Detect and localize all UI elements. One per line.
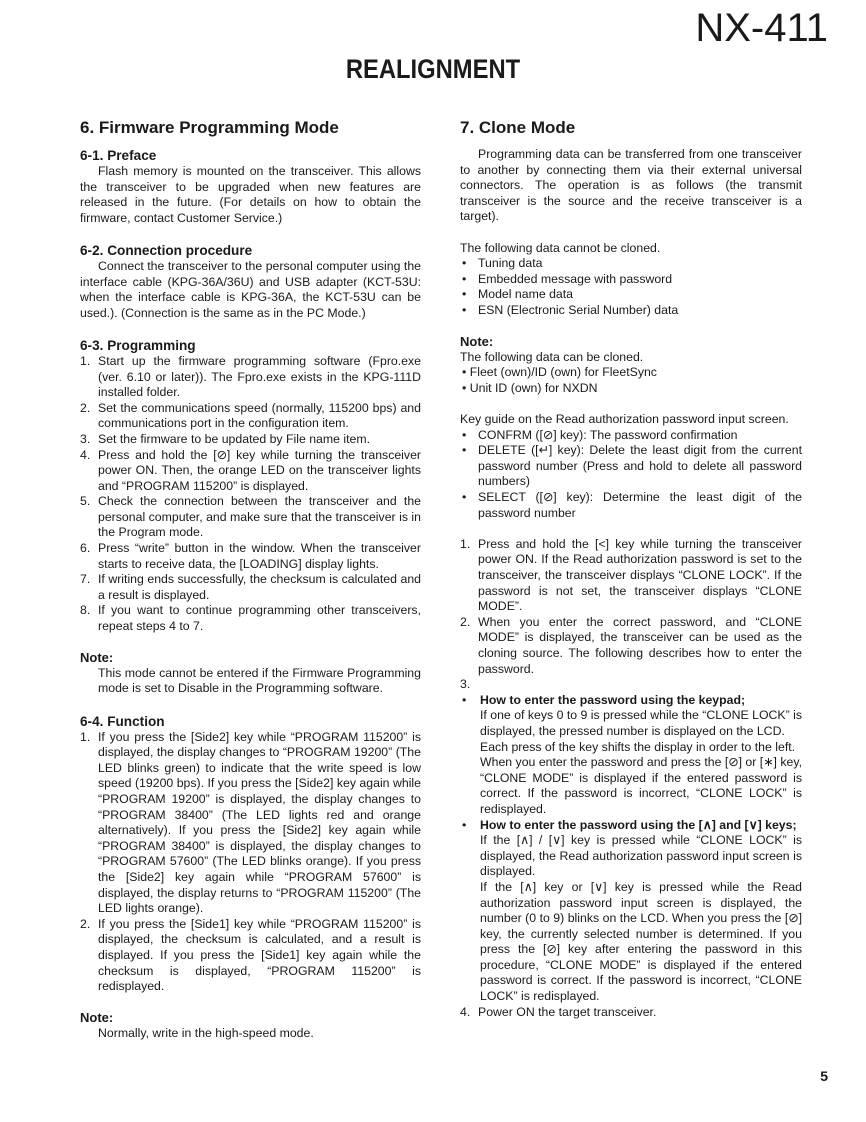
arrow-method-title: How to enter the password using the [∧] and [∨] keys; xyxy=(480,817,797,832)
list-item: • CONFRM ([⊘] key): The password confirmation xyxy=(462,427,738,442)
list-item: 2. If you press the [Side1] key while “PROGRAM 115200” is displayed, the checksum is calculated, and a result is displayed. If you press the [Side1] key again while the checksum is displayed, “PROGRAM 115200” is redisplayed. xyxy=(80,916,421,994)
note-label: Note: xyxy=(80,1010,114,1026)
section-7-heading: 7. Clone Mode xyxy=(460,118,576,137)
list-item: • Fleet (own)/ID (own) for FleetSync xyxy=(462,365,657,380)
note-label: Note: xyxy=(80,650,114,666)
list-item: 6. Press “write” button in the window. When the transceiver starts to receive data, the [LOADING] display lights. xyxy=(80,541,421,571)
keypad-text-1: If one of keys 0 to 9 is pressed while the “CLONE LOCK” is displayed, the pressed number is displayed on the LCD. xyxy=(480,708,802,738)
list-item: • Unit ID (own) for NXDN xyxy=(462,380,598,395)
page-number: 5 xyxy=(820,1068,828,1084)
section-6-4-heading: 6-4. Function xyxy=(80,713,165,729)
clone-steps xyxy=(460,537,802,677)
clone-intro: Programming data can be transferred from one transceiver to another by connecting them via their external universal connectors. The operation is as follows (the transmit transceiver is the source and the receive transceiver is a target). xyxy=(460,147,802,224)
keypad-method-title: How to enter the password using the keypad; xyxy=(480,692,746,707)
keypad-method: • How to enter the password using the keypad; xyxy=(462,692,746,707)
page-title: REALIGNMENT xyxy=(345,54,521,84)
list-item: • SELECT ([⊘] key): Determine the least digit of the password number xyxy=(462,490,802,520)
list-item: 1. If you press the [Side2] key while “PROGRAM 115200” is displayed, the display changes to “PROGRAM 19200” (The LED blinks green) to indicate that the write speed is low speed (19200 bps). If you press the [Side2] key again while “PROGRAM 19200” is displayed, the display changes to “PROGRAM 38400” (The LED lights red and orange alternatively). If you press the [Side2] key again while “PROGRAM 38400” is displayed, the display changes to “PROGRAM 57600” (The LED blinks orange). If you press the [Side2] key again while “PROGRAM 57600” is displayed, the display returns to “PROGRAM 115200” (The LED lights orange). xyxy=(80,729,421,916)
key-guide-list xyxy=(460,428,802,522)
left-column xyxy=(80,118,421,1041)
not-cloned-lead: The following data cannot be cloned. xyxy=(460,240,661,255)
list-item: 2. When you enter the correct password, and “CLONE MODE” is displayed, the transceiver can be used as the cloning source. The following describes how to enter the password. xyxy=(460,614,802,676)
arrow-text-1: If the [∧] / [∨] key is pressed while “CLONE LOCK” is displayed, the Read authorization password input screen is displayed. xyxy=(480,833,802,879)
list-item: 4. Power ON the target transceiver. xyxy=(460,1004,657,1019)
list-item: • ESN (Electronic Serial Number) data xyxy=(462,302,679,317)
right-column xyxy=(460,118,802,1020)
arrow-text-2: If the [∧] key or [∨] key is pressed while the Read authorization password input screen is displayed, the number (0 to 9) blinks on the LCD. When you press the [⊘] key, the currently selected number is determined. If you press the [⊘] key after entering the password in this procedure, “CLONE MODE” is displayed if the entered password is correct. If the password is incorrect, “CLONE LOCK” is redisplayed. xyxy=(480,879,802,1004)
not-cloned-list xyxy=(460,256,802,318)
cloned-list xyxy=(460,365,802,396)
list-item: 1. Press and hold the [<] key while turning the transceiver power ON. If the Read authorization password is set to the transceiver, the transceiver displays “CLONE LOCK”. If the password is not set, the transceiver displays “CLONE MODE”. xyxy=(460,536,802,614)
arrow-method: • How to enter the password using the [∧] and [∨] keys; xyxy=(462,817,797,832)
section-6-heading: 6. Firmware Programming Mode xyxy=(80,118,339,137)
key-guide-lead: Key guide on the Read authorization password input screen. xyxy=(460,412,789,427)
list-item: • Embedded message with password xyxy=(462,271,673,286)
list-item: • Tuning data xyxy=(462,256,543,271)
note-text: Normally, write in the high-speed mode. xyxy=(98,1025,314,1040)
section-6-1-heading: 6-1. Preface xyxy=(80,148,157,163)
programming-steps xyxy=(80,354,421,635)
list-item: 5. Check the connection between the transceiver and the personal computer, and make sure that the transceiver is in the Program mode. xyxy=(80,494,421,540)
section-6-3-heading: 6-3. Programming xyxy=(80,337,196,353)
function-steps xyxy=(80,730,421,995)
cloned-lead: The following data can be cloned. xyxy=(460,349,644,364)
section-6-2-text: Connect the transceiver to the personal computer using the interface cable (KPG-36A/36U) and USB adapter (KCT-53U: when the interface cable is KPG-36A, the KCT-53U can be used.). (Connection is the same as in the PC Mode.) xyxy=(80,258,421,320)
list-item: 7. If writing ends successfully, the checksum is calculated and a result is displayed. xyxy=(80,572,421,602)
list-item: 2. Set the communications speed (normally, 115200 bps) and communications port in the configuration item. xyxy=(80,400,421,431)
list-item: 3. Set the firmware to be updated by File name item. xyxy=(80,431,371,446)
list-item: 1. Start up the firmware programming software (Fpro.exe (ver. 6.10 or later)). The Fpro.exe exists in the KPG-111D installed folder. xyxy=(80,353,421,400)
model-number: NX-411 xyxy=(695,6,828,50)
keypad-text-3: When you enter the password and press the [⊘] or [∗] key, “CLONE MODE” is displayed if the entered password is correct. If the password is incorrect, “CLONE LOCK” is redisplayed. xyxy=(480,755,802,816)
clone-steps-end xyxy=(460,1005,802,1021)
section-6-1-text: Flash memory is mounted on the transceiver. This allows the transceiver to be upgraded when new features are released in the future. (For details on how to obtain the firmware, contact Customer Service.) xyxy=(80,164,421,225)
section-6-2-heading: 6-2. Connection procedure xyxy=(80,242,253,258)
list-item: 8. If you want to continue programming other transceivers, repeat steps 4 to 7. xyxy=(80,603,421,634)
keypad-text-2: Each press of the key shifts the display in order to the left. xyxy=(480,739,796,754)
note-text: This mode cannot be entered if the Firmware Programming mode is set to Disable in the Programming software. xyxy=(98,665,421,696)
list-item: • DELETE ([↵] key): Delete the least digit from the current password number (Press and hold to delete all password numbers) xyxy=(462,443,802,489)
list-item: • Model name data xyxy=(462,287,574,302)
step-3-number: 3. xyxy=(460,677,471,692)
note-label: Note: xyxy=(460,334,494,350)
list-item: 4. Press and hold the [⊘] key while turning the transceiver power ON. Then, the orange LED on the transceiver lights and “PROGRAM 115200” is displayed. xyxy=(80,447,421,493)
